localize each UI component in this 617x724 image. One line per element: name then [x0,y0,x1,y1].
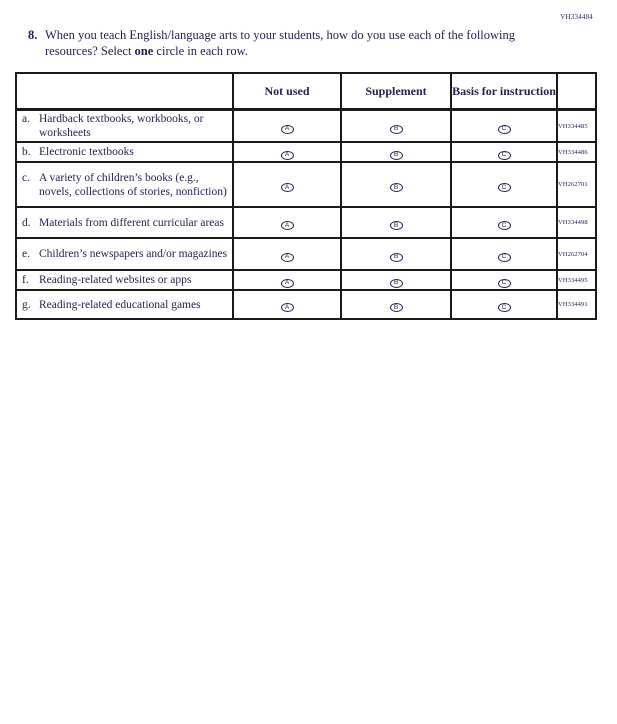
header-row [16,73,596,110]
response-oval-supplement[interactable]: B [390,125,403,134]
row-label-cell [16,238,233,270]
response-cell-basis-for-instruction [451,110,557,143]
response-oval-not-used[interactable]: A [281,221,294,230]
response-cell-supplement [341,162,451,207]
response-cell-supplement [341,110,451,143]
response-oval-basis-for-instruction[interactable]: C [498,253,511,262]
response-cell-basis-for-instruction [451,142,557,162]
item-code: VH334498 [557,207,596,238]
response-oval-not-used[interactable]: A [281,303,294,312]
response-oval-supplement[interactable]: B [390,183,403,192]
column-header-not-used: Not used [233,73,341,110]
response-cell-basis-for-instruction [451,207,557,238]
row-letter: g. [22,298,31,311]
table-row [16,162,596,207]
resources-table [15,72,597,320]
response-cell-supplement [341,290,451,319]
response-cell-not-used [233,110,341,143]
corner-header-blank [16,73,233,110]
response-oval-basis-for-instruction[interactable]: C [498,151,511,160]
response-oval-supplement[interactable]: B [390,151,403,160]
response-cell-not-used [233,290,341,319]
item-code: VH334495 [557,270,596,290]
response-cell-supplement [341,207,451,238]
response-cell-not-used [233,142,341,162]
response-oval-not-used[interactable]: A [281,279,294,288]
response-oval-basis-for-instruction[interactable]: C [498,303,511,312]
form-code: VH334484 [560,13,593,21]
column-header-supplement: Supplement [341,73,451,110]
row-label: A variety of children’s books (e.g., novels, collections of stories, nonfiction) [39,171,227,198]
table-row [16,207,596,238]
response-oval-basis-for-instruction[interactable]: C [498,279,511,288]
row-letter: e. [22,248,30,260]
code-column-header-blank [557,73,596,110]
question-8 [28,28,542,59]
row-letter: c. [22,171,30,184]
response-cell-basis-for-instruction [451,270,557,290]
response-cell-not-used [233,162,341,207]
row-letter: a. [22,113,30,125]
item-code: VH262701 [557,162,596,207]
response-oval-not-used[interactable]: A [281,253,294,262]
row-label-cell [16,270,233,290]
row-label-cell [16,142,233,162]
question-text [45,28,542,59]
row-letter: d. [22,216,31,229]
column-header-basis-for-instruction: Basis for instruction [451,73,557,110]
response-oval-supplement[interactable]: B [390,303,403,312]
item-code: VH334485 [557,110,596,143]
row-label-cell [16,162,233,207]
row-label: Electronic textbooks [39,146,134,158]
response-oval-basis-for-instruction[interactable]: C [498,221,511,230]
response-cell-basis-for-instruction [451,162,557,207]
response-oval-basis-for-instruction[interactable]: C [498,125,511,134]
item-code: VH334491 [557,290,596,319]
question-number: 8. [28,28,38,42]
question-text-part1: When you teach English/language arts to your students, how do you use each of the following resources? Select [45,28,516,58]
row-label: Reading-related educational games [39,298,201,311]
row-label-cell [16,110,233,143]
row-label-cell [16,207,233,238]
response-oval-basis-for-instruction[interactable]: C [498,183,511,192]
response-cell-not-used [233,207,341,238]
response-cell-basis-for-instruction [451,290,557,319]
response-oval-supplement[interactable]: B [390,253,403,262]
response-oval-not-used[interactable]: A [281,125,294,134]
response-cell-basis-for-instruction [451,238,557,270]
response-cell-supplement [341,238,451,270]
row-label: Materials from different curricular areas [39,216,224,229]
response-oval-not-used[interactable]: A [281,151,294,160]
response-cell-not-used [233,238,341,270]
table-row [16,110,596,143]
row-letter: b. [22,146,31,158]
response-oval-supplement[interactable]: B [390,279,403,288]
table-row [16,238,596,270]
row-letter: f. [22,274,29,286]
question-text-part2: circle in each row. [153,43,248,58]
response-cell-not-used [233,270,341,290]
row-label: Children’s newspapers and/or magazines [39,248,228,260]
table-row [16,290,596,319]
item-code: VH262704 [557,238,596,270]
item-code: VH334486 [557,142,596,162]
response-cell-supplement [341,142,451,162]
response-oval-not-used[interactable]: A [281,183,294,192]
table-row [16,270,596,290]
table-row [16,142,596,162]
row-label: Hardback textbooks, workbooks, or worksheets [39,113,204,139]
row-label: Reading-related websites or apps [39,274,192,286]
question-text-bold: one [134,43,154,58]
response-oval-supplement[interactable]: B [390,221,403,230]
row-label-cell [16,290,233,319]
response-cell-supplement [341,270,451,290]
